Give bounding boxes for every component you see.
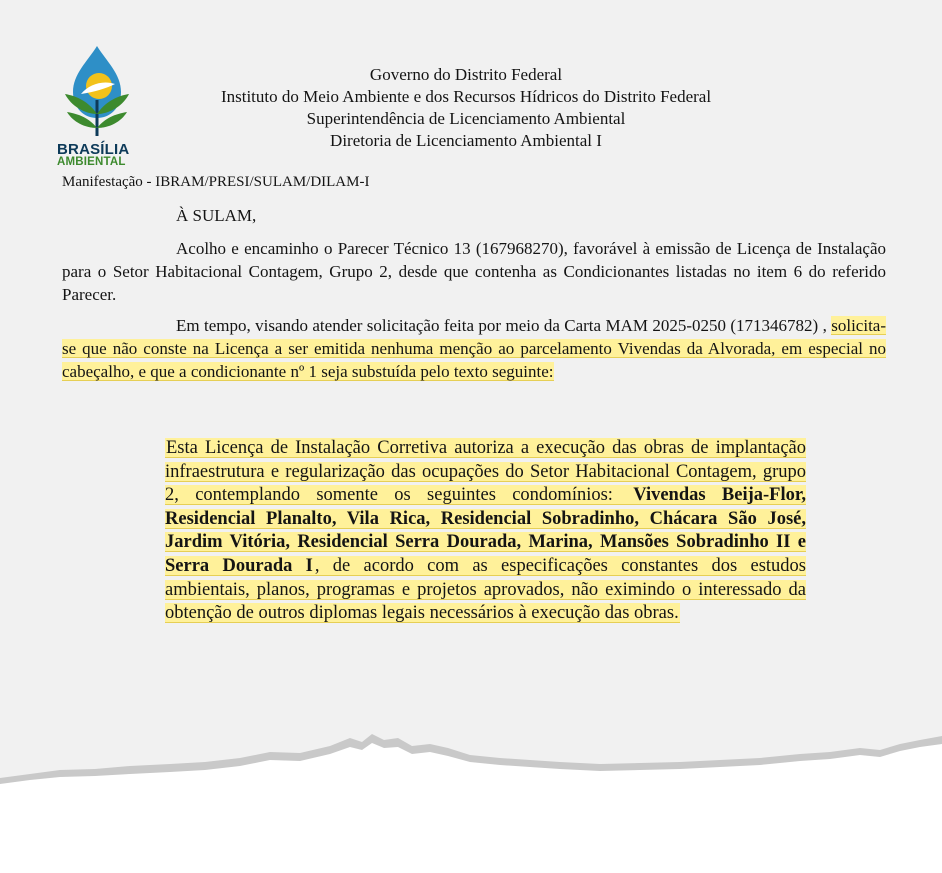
greeting: À SULAM,	[176, 206, 257, 225]
paragraph-2-plain: Em tempo, visando atender solicitação feita por meio da Carta MAM 2025-0250 (171346782) ,	[176, 316, 827, 335]
quote-outro: , de acordo com as especificações constantes dos estudos ambientais, planos, programas e projetos aprovados, não eximindo o interessado da obtenção de outros diplomas legais necessários à execução das obras.	[165, 555, 806, 624]
header-government: Governo do Distrito Federal	[369, 65, 563, 84]
quote-condominiums: Vivendas Beija-Flor, Residencial Planalto, Vila Rica, Residencial Sobradinho, Chácara São José, Jardim Vitória, Residencial Serra Dourada, Marina, Mansões Sobradinho II e Serra Dourada I	[165, 485, 806, 576]
paragraph-1-text: Acolho e encaminho o Parecer Técnico 13 (167968270), favorável à emissão de Licença de Instalação para o Setor Habitacional Contagem, Grupo 2, desde que contenha as Condicionantes listadas no item 6 do referido Parecer.	[62, 239, 886, 304]
paragraph-2	[62, 314, 886, 383]
brasilia-ambiental-logo	[55, 44, 141, 170]
torn-paper-edge	[0, 700, 942, 873]
paragraph-2-highlighted: solicita-se que não conste na Licença a ser emitida nenhuma menção ao parcelamento Vivendas da Alvorada, em especial no cabeçalho, e que a condicionante nº 1 seja substuída pelo texto seguinte:	[62, 316, 886, 381]
quoted-condition-text	[165, 437, 806, 626]
header-superintendence: Superintendência de Licenciamento Ambiental	[306, 109, 626, 128]
quote-intro: Esta Licença de Instalação Corretiva autoriza a execução das obras de implantação infraestrutura e regularização das ocupações do Setor Habitacional Contagem, grupo 2, contemplando somente os seguintes condomínios:	[165, 438, 806, 506]
logo-text-ambiental: AMBIENTAL	[57, 156, 126, 168]
header-directorate: Diretoria de Licenciamento Ambiental I	[330, 131, 602, 150]
document-header	[150, 64, 782, 152]
paragraph-1	[62, 237, 886, 306]
water-drop-leaf-icon	[59, 44, 135, 140]
header-institute: Instituto do Meio Ambiente e dos Recursos Hídricos do Distrito Federal	[220, 87, 712, 106]
document-reference: Manifestação - IBRAM/PRESI/SULAM/DILAM-I	[62, 174, 370, 190]
logo-text-brasilia: BRASÍLIA	[57, 141, 130, 158]
